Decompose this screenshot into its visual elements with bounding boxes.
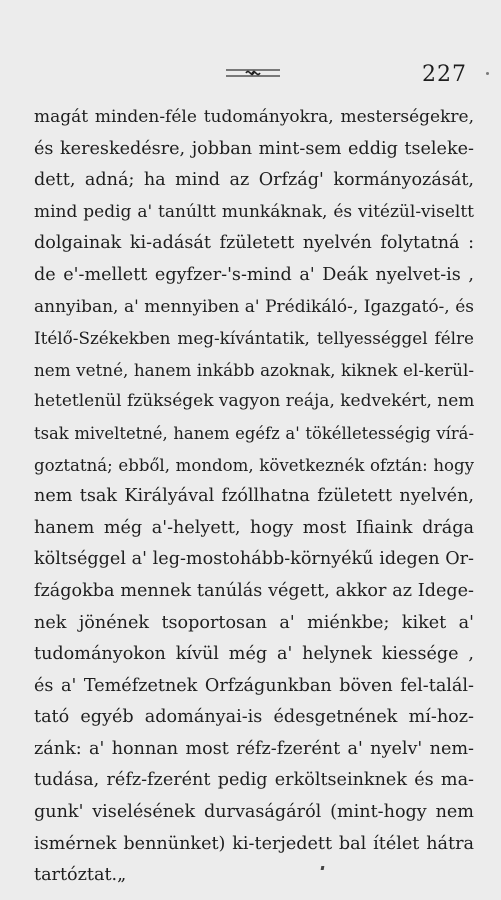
- text-line: Itélő-Székekben meg-kívántatik, tellyességgel félre: [34, 328, 474, 349]
- text-line: fzágokba mennek tanúlás végett, akkor az Idege-: [34, 580, 474, 601]
- text-line: költséggel a' leg-mostohább-környékű idegen Or-: [34, 549, 474, 570]
- text-line: hetetlenül fzükségek vagyon reája, kedvekért, nem: [34, 391, 475, 412]
- text-line-final: tartóztat.„: [34, 865, 127, 886]
- text-line: zánk: a' honnan most réfz-fzerént a' nyelv' nem-: [34, 738, 474, 759]
- text-line: annyiban, a' mennyiben a' Prédikáló-, Igazgató-, és: [34, 296, 474, 317]
- text-line: nem tsak Királyával fzóllhatna fzületett nyelvén,: [34, 486, 474, 507]
- text-line: goztatná; ebből, mondom, következnék ofztán: hogy: [34, 455, 474, 475]
- text-line: dolgainak ki-adását fzületett nyelvén folytatná :: [34, 233, 474, 254]
- body-text: [34, 102, 474, 892]
- text-line: nek jönének tsoportosan a' miénkbe; kiket a': [34, 612, 474, 633]
- text-line: és kereskedésre, jobban mint-sem eddig tseleke-: [34, 138, 474, 159]
- text-line: tudományokon kívül még a' helynek kiessége ,: [34, 644, 474, 665]
- text-line: nem vetné, hanem inkább azoknak, kiknek el-kerül-: [34, 359, 474, 380]
- text-line: dett, adná; ha mind az Orfzág' kormányozását,: [34, 170, 474, 191]
- text-line: tató egyéb adományai-is édesgetnének mí-hoz-: [34, 707, 474, 728]
- text-line: magát minden-féle tudományokra, mesterségekre,: [34, 107, 474, 127]
- text-line: és a' Teméfzetnek Orfzágunkban böven fel-talál-: [34, 675, 474, 696]
- text-line: mind pedig a' tanúltt munkáknak, és vitézül-viseltt: [34, 201, 474, 222]
- text-line: gunk' viselésének durvaságáról (mint-hogy nem: [34, 802, 474, 823]
- text-line: tsak miveltetné, hanem egéfz a' tökélletességig vírá-: [34, 423, 474, 443]
- page-speck: [486, 72, 489, 75]
- page-number: 227: [422, 62, 467, 87]
- ornament-rule: [226, 66, 280, 80]
- text-line: ismérnek bennünket) ki-terjedett bal ítélet hátra: [34, 833, 474, 854]
- text-line: hanem még a'-helyett, hogy most Ifiaink drága: [34, 517, 474, 538]
- text-line: tudása, réfz-fzerént pedig erköltseinknek és ma-: [34, 770, 474, 791]
- text-line: de e'-mellett egyfzer-'s-mind a' Deák nyelvet-is ,: [34, 264, 474, 285]
